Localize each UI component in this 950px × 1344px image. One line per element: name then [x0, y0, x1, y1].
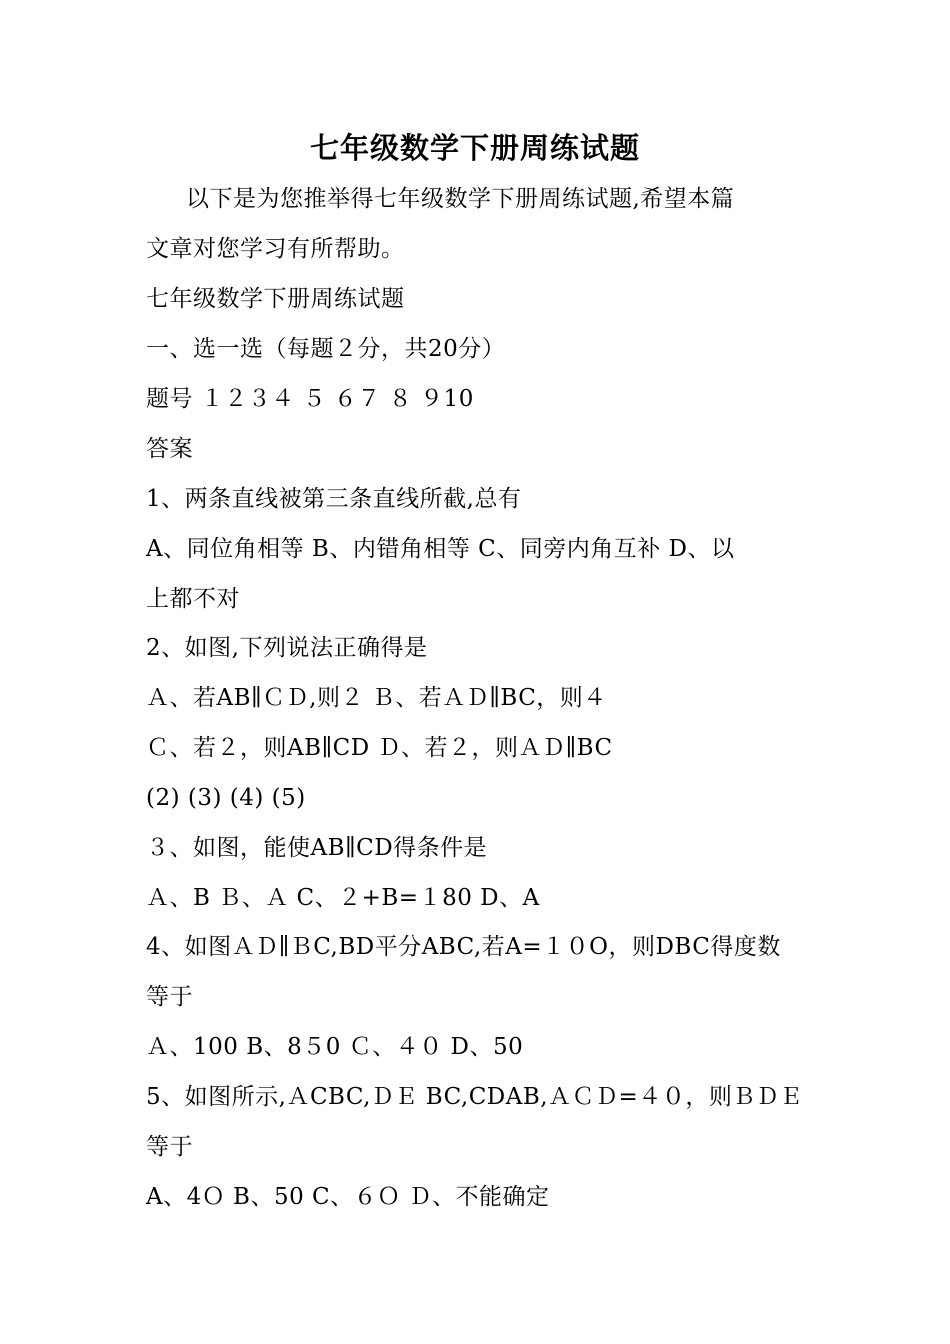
question-5-options: A、4Ｏ B、50 C、６Ｏ Ｄ、不能确定 — [146, 1184, 550, 1210]
figure-labels: (2) (3) (4) (5) — [146, 785, 306, 811]
question-4-options: Ａ、100 B、8５0 Ｃ、４０ D、50 — [146, 1034, 524, 1060]
question-3-options: Ａ、B Ｂ、Ａ C、２+B=１80 D、A — [146, 885, 540, 911]
question-3: ３、如图，能使AB∥CD得条件是 — [146, 835, 488, 861]
question-1: 1、两条直线被第三条直线所截,总有 — [146, 486, 522, 512]
question-5-cont: 等于 — [146, 1134, 193, 1160]
intro-line-1: 以下是为您推举得七年级数学下册周练试题,希望本篇 — [186, 186, 735, 212]
question-1-options: A、同位角相等 B、内错角相等 C、同旁内角互补 D、以 — [146, 536, 735, 562]
document-title: 七年级数学下册周练试题 — [309, 131, 640, 165]
question-2-options-b: Ｃ、若２，则AB∥CD Ｄ、若２，则ＡＤ∥BC — [146, 735, 613, 761]
section-heading: 一、选一选（每题２分，共20分） — [146, 336, 506, 362]
answer-table-header: 题号 １２３４ ５ ６７ ８ ９10 — [146, 386, 474, 412]
question-2: 2、如图,下列说法正确得是 — [146, 635, 428, 661]
question-2-options-a: Ａ、若AB∥ＣＤ,则２ Ｂ、若ＡＤ∥BC，则４ — [146, 685, 607, 711]
subtitle-line: 七年级数学下册周练试题 — [146, 286, 405, 312]
question-1-options-cont: 上都不对 — [146, 586, 240, 612]
question-4-cont: 等于 — [146, 984, 193, 1010]
intro-line-2: 文章对您学习有所帮助。 — [146, 236, 405, 262]
question-5: 5、如图所示,ＡCBC,ＤＥ BC,CDAB,ＡＣＤ=４０，则ＢＤＥ — [146, 1084, 803, 1110]
answer-table-row: 答案 — [146, 436, 193, 462]
question-4: 4、如图ＡＤ∥ＢC,BD平分ABC,若A=１０O，则DBC得度数 — [146, 934, 781, 960]
